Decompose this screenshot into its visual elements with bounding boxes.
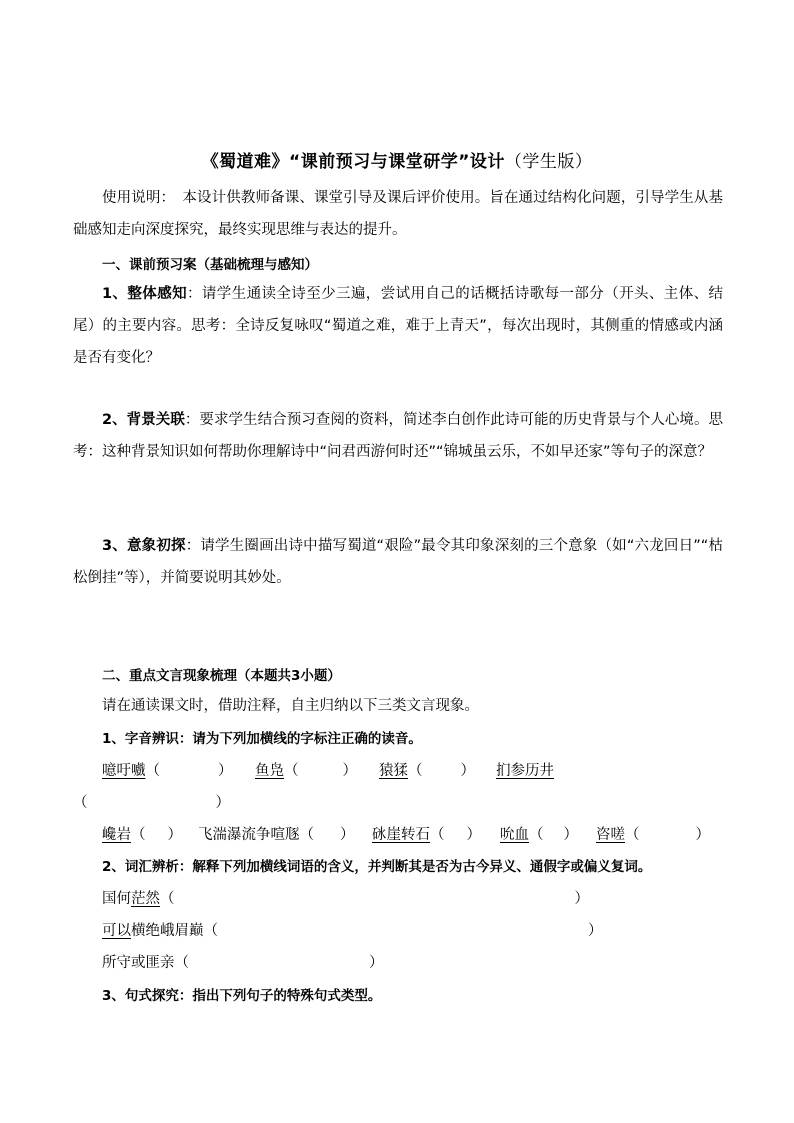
- paren-close: ）: [574, 891, 589, 907]
- title-sub: （学生版）: [504, 152, 593, 172]
- paren-open: （: [299, 827, 314, 843]
- q1-heading: 1、字音辨识：请为下列加横线的字标注正确的读音。: [102, 731, 422, 747]
- q2-item-1-pre: 国何: [102, 891, 131, 907]
- q1-word-3: 猿猱: [379, 763, 408, 779]
- paren-close: ）: [215, 795, 230, 811]
- item-3-label: 3、意象初探: [102, 538, 186, 554]
- paren-open: （: [284, 763, 299, 779]
- section1-item-3: [73, 530, 723, 594]
- paren-open: （: [145, 763, 160, 779]
- paren-open: （: [625, 827, 640, 843]
- item-2-label: 2、背景关联: [102, 412, 185, 428]
- q1-row3-item5: [596, 823, 710, 844]
- item-1-text: ：请学生通读全诗至少三遍，尝试用自己的话概括诗歌每一部分（开头、主体、结尾）的主要内容。思考：全诗反复咏叹“蜀道之难，难于上青天”，每次出现时，其侧重的情感或内涵是否有变化？: [73, 286, 724, 366]
- q1-row3-item3: [372, 823, 481, 844]
- q1-word-7: 砯崖转石: [372, 827, 430, 843]
- q1-row1-item2: [255, 759, 357, 780]
- q1-word-6: 飞湍瀑流争喧豗: [198, 827, 300, 843]
- paren-open: （: [73, 795, 88, 811]
- paren-close: ）: [218, 763, 233, 779]
- section1-item-1: [73, 278, 723, 374]
- paren-close: ）: [167, 827, 182, 843]
- q1-word-4: 扪参历井: [496, 763, 554, 779]
- q1-row1-item1: [102, 759, 233, 780]
- q2-item-2-word: 可以: [102, 923, 131, 939]
- section1-item-2: [73, 404, 723, 468]
- paren-open: （: [430, 827, 445, 843]
- q1-row3-item1: [102, 823, 182, 844]
- q2-item-3: [102, 951, 384, 972]
- section1-heading: 一、课前预习案（基础梳理与感知）: [102, 257, 318, 273]
- paren-close: ）: [369, 955, 384, 971]
- item-3-text: ：请学生圈画出诗中描写蜀道“艰险”最令其印象深刻的三个意象（如“六龙回日”“枯松倒挂”等），并简要说明其妙处。: [73, 538, 723, 586]
- q1-word-8: 吮血: [500, 827, 529, 843]
- item-1-label: 1、整体感知: [102, 286, 187, 302]
- paren-close: ）: [695, 827, 710, 843]
- q1-word-5: 巉岩: [102, 827, 131, 843]
- q1-word-1: 噫吁嚱: [102, 763, 146, 779]
- paren-open: （: [203, 923, 218, 939]
- section2-intro: 请在通读课文时，借助注释，自主归纳以下三类文言现象。: [102, 698, 479, 714]
- item-2-text: ：要求学生结合预习查阅的资料，简述李白创作此诗可能的历史背景与个人心境。思考：这种背景知识如何帮助你理解诗中“问君西游何时还”“锦城虽云乐，不如早还家”等句子的深意？: [73, 412, 724, 460]
- q2-item-3-post: 匪亲: [145, 955, 175, 971]
- paren-close: ）: [563, 827, 578, 843]
- q1-row3-item2: [198, 823, 355, 844]
- section2-heading: 二、重点文言现象梳理（本题共3小题）: [102, 668, 341, 684]
- paren-close: ）: [342, 763, 357, 779]
- q2-item-1-word: 茫然: [131, 891, 160, 907]
- paren-close: ）: [340, 827, 355, 843]
- q2-heading: 2、词汇辨析：解释下列加横线词语的含义，并判断其是否为古今异义、通假字或偏义复词。: [102, 859, 652, 875]
- title-main: 《蜀道难》“课前预习与课堂研学”设计: [201, 152, 505, 172]
- q2-item-2: [102, 919, 603, 940]
- paren-open: （: [131, 827, 146, 843]
- q3-heading: 3、句式探究：指出下列句子的特殊句式类型。: [102, 988, 382, 1004]
- paren-open: （: [408, 763, 423, 779]
- document-title: [0, 147, 794, 172]
- q1-row1-item4: [496, 759, 554, 780]
- paren-close: ）: [466, 827, 481, 843]
- q2-item-2-post: 横绝峨眉巅: [131, 923, 204, 939]
- q1-row2-blank: [73, 791, 230, 812]
- q1-word-9: 咨嗟: [596, 827, 625, 843]
- q1-word-2: 鱼凫: [255, 763, 284, 779]
- paren-close: ）: [588, 923, 603, 939]
- paren-open: （: [529, 827, 544, 843]
- paren-open: （: [160, 891, 175, 907]
- paren-close: ）: [460, 763, 475, 779]
- q1-row1-item3: [379, 759, 475, 780]
- q2-item-1: [102, 887, 589, 908]
- usage-paragraph: 使用说明： 本设计供教师备课、课堂引导及课后评价使用。旨在通过结构化问题，引导学生从基础感知走向深度探究，最终实现思维与表达的提升。: [73, 190, 723, 238]
- q1-row3-item4: [500, 823, 578, 844]
- q2-item-3-pre: 所守或: [102, 955, 146, 971]
- paren-open: （: [174, 955, 189, 971]
